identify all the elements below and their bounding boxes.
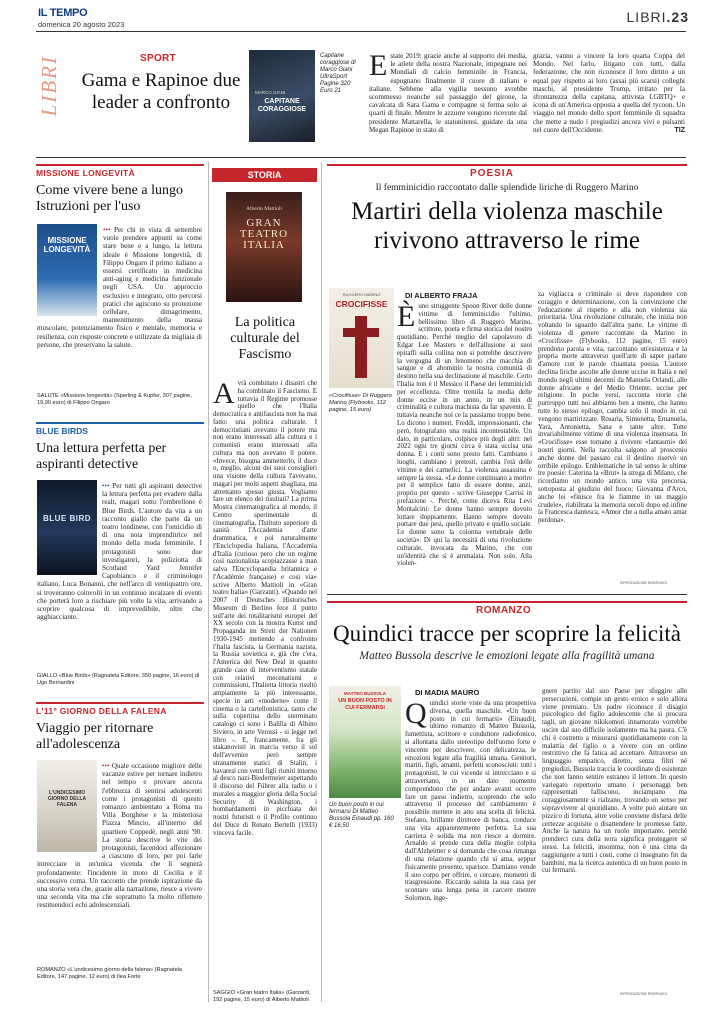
left-column-divider <box>208 162 209 1002</box>
sport-book-title: CAPITANE CORAGGIOSE <box>257 98 307 113</box>
poesia-book-caption: «Crocifisse» Di Ruggero Marino (Flybooks, 112 pagine, 15 euro) <box>329 393 392 413</box>
falena-tag: L'11° GIORNO DELLA FALENA <box>36 706 167 716</box>
poesia-credit: RIPRODUZIONE RISERVATA <box>620 581 667 585</box>
section-name: LIBRI <box>626 9 667 25</box>
poesia-dropcap: È <box>397 300 416 333</box>
sport-bottom-rule <box>36 157 686 158</box>
poesia-tag: POESIA <box>470 168 514 179</box>
longevita-book-title: MISSIONE LONGEVITÀ <box>43 236 91 254</box>
poesia-kicker: Il femminicidio raccontato dalle splendide liriche di Ruggero Marino <box>375 183 639 193</box>
bluebirds-rule <box>36 422 204 424</box>
bluebirds-bullets: ••• <box>102 482 113 490</box>
falena-body <box>37 762 202 910</box>
masthead-paper: IL TEMPO <box>38 7 88 19</box>
falena-book-title: L'UNDICESIMO GIORNO DELLA FALENA <box>47 790 87 808</box>
romanzo-body-col1 <box>405 697 536 903</box>
masthead-date: domenica 20 agosto 2023 <box>38 20 125 29</box>
longevita-text: Per chi in vista di settembre vuole prendere appunti su come stare bene e a lungo, la lettura ideale è Missione longevità, di Filippo Ongaro il primo italiano a essersi certificato in medicina anti-aging e medicina funzionale negli USA. Un approccio esclusivo e integrato, otto percorsi pratici che agiscono su protezione cellulare, dimagrimento, mantenimento della massa muscolare, potenziamento fisico e mentale, memoria e resilienza, con risposte concrete e utilizzate da migliaia di persone, che preservano la salute. <box>37 226 203 349</box>
romanzo-text-1: uindici storie viste da una prospettiva diversa, quella maschile. «Un buon posto in cui fermarsi» (Einaudi), ultimo romanzo di Matteo Bussola, fumettista, scrittore e conduttore radiofonico, si allontana dallo stereotipo dell'uomo forte e vincente per descrivere, con delicatezza, le emozioni legate alla fragilità umana. Genitori, mariti, figli, amanti, perfetti sconosciuti: tutti i protagonisti, le cui vicende si intrecciano e si attraversano, in un dato momento comprendono che per andare avanti occorre fare un passo indietro, scoprendo che solo attraverso il processo del cambiamento è possibile mettere in atto una scelta di felicità. Stefano, brillante direttore di banca, conduce una vita apparentemente perfetta. La sua carriera è solida ma non riesce a dormire. Arnaldo si prende cura della moglie colpita dall'Alzheimer e si domanda che cosa rimanga di una relazione quando chi si ama, seppur fisicamente presente, sparisce. Damiano vende il suo corpo per offrire, o cercare, momenti di trasgressione. Riccardo saluta la sua casa per scontare una lunga pena in carcere mentre Solomon, inge- <box>405 700 536 902</box>
sport-book-cover <box>249 50 315 142</box>
longevita-tag: MISSIONE LONGEVITÀ <box>36 168 135 178</box>
poesia-headline: Martiri della violenza maschile rivivono attraverso le rime <box>351 198 663 254</box>
poesia-bottom-rule <box>327 594 687 595</box>
page-number: .23 <box>666 9 689 25</box>
storia-caption: SAGGIO «Gran teatro Italia» (Garzanti, 192 pagine, 15 euro) di Alberto Mattioli <box>213 990 311 1003</box>
longevita-caption: SALUTE «Missione longevità» (Sperling & Kupfer, 307 pagine, 19,90 euro) di Filippo Ongaro <box>37 393 192 406</box>
romanzo-tag: ROMANZO <box>476 605 532 616</box>
poesia-text-2: za vigliacca e criminale si deve rispondere con coraggio e determinazione, con la convinzione che l'educazione al rispetto e alla non violenza sia prioritaria. Una rivoluzione culturale, che inizia non voltando lo sguardo dall'altra parte. Le vittime di violenza di genere raccontate da Marino in «Crocifisse» (Flybooks, 112 pagine, 15 euro) prendono parola e vita, raccontano un'esistenza e la propria morte attraverso quell'arte di saper parlare d'amore con le parole chiamata poesia. L'autore declina liriche ascolte alle donne uccise in Italia e nel mondo negli ultimi decenni da Manuela Orlandi, alle donne africane e del Medio Oriente, uccise per religione. In poche versi, racconta storie che purtroppo tutti noi abbiamo ben a mente, che hanno tutte lo stesso epilogo, cambia solo il modo in cui vengono martirizzate. Rosaria, Simonetta, Emanuela, Yara, Antonietta, Sana e tante altre. Tutte invariabilmente vittime di una violenza insensata. In «Crocifisse» esse tornano a rivivere «fantasmi» dei nostri giorni. Nella raccolta salgono al proscenio anche donne del passato cui il destino riservò un orribile epilogo. Emblematiche in tal senso le ultime tre poesie: Caterina la «Brut» la strega di Milano, che ricordiamo un mondo antico, una vita precorsa, sottoposta al giudizio del fuoco; Giovanna d'Arco, anche lei «finisce fra le fiamme in un maggio crudele», riabilitata la memoria secoli dopo ed infine la Francesca dantesca, «Amor che a nulla amato amar perdona». <box>538 291 687 525</box>
bluebirds-caption: GIALLO «Blue Birds» (Ragnatela Editore, 350 pagine, 16 euro) di Ugo Bernardini <box>37 673 200 686</box>
sport-body-col1 <box>369 49 527 134</box>
romanzo-book-author: MATTEO BUSSOLA <box>344 691 386 696</box>
longevita-rule <box>36 164 204 166</box>
sport-book-caption: Capitane coraggiose di Marco Giani UltraSport Pagine 320 Euro 21 <box>320 53 356 94</box>
longevita-bullets: ••• <box>103 226 115 234</box>
storia-tag-box <box>212 168 317 182</box>
bluebirds-book-title: BLUE BIRD <box>42 514 92 523</box>
poesia-byline: DI ALBERTO FRAJA <box>405 291 478 300</box>
longevita-body <box>37 226 202 349</box>
falena-caption: ROMANZO «L'undicesimo giorno della falena» (Ragnatela Editore, 147 pagine, 12 euro) di Ilea Forte <box>37 967 183 980</box>
falena-rule <box>36 702 204 704</box>
romanzo-book-title: UN BUON POSTO IN CUI FERMARSI <box>338 698 392 711</box>
side-label: LIBRI <box>37 55 61 117</box>
sport-body-col2 <box>533 52 685 134</box>
falena-text: Quale occasione migliore delle vacanze estive per tornare indietro nel tempo e provare ancora l'ebbrezza di sentirsi adolescenti come i protagonisti di questo romanzo ambientato a Roma tra Villa Borghese e la misteriosa Piazza Mincio, all'interno del quartiere Coppedè, negli anni '90. La storia descrive le vite dei protagonisti, facendoci affezionare a ciascuno di loro, per poi farle intrecciare in un'unica vicenda che li segnerà profondamente: l'incidente in moto di Cecilia e il successivo coma. Un racconto che prende ispirazione da una storia vera che, grazie alla narrazione, riesce a vivere una seconda vita ma che soprattutto fa molto riflettere restituendoci echi adolescenziali. <box>37 762 202 910</box>
sport-signature: TIZ <box>674 125 685 134</box>
romanzo-byline: DI MADIA MAURO <box>415 688 480 697</box>
storia-body <box>213 377 317 837</box>
romanzo-rule <box>327 601 687 603</box>
falena-headline: Viaggio per ritornare all'adolescenza <box>36 721 154 752</box>
sport-tag: SPORT <box>140 53 176 64</box>
bluebirds-tag: BLUE BIRDS <box>36 426 88 436</box>
masthead-rule <box>36 31 686 32</box>
storia-book-author: Alberto Mattioli <box>246 206 282 212</box>
poesia-book-cover <box>329 288 394 388</box>
falena-bullets: ••• <box>102 762 112 770</box>
poesia-text-1: uno struggente Spoon River delle donne vittime di femminicidio l'ultimo, bellissimo libro di Ruggero Marino, scrittore, poeta e firma storica del nostro quotidiano. Perché meglio del capolavoro di Edgar Lee Masters e dell'allusione ai suoi epitaffi sulla collina non si potrebbe descrivere la vergogna di un fenomeno che macchia di sangue e di abominio la nostra comunità di destino nella sua declinazione al maschile. Certo l'Italia non è il Messico il Paese dei femminicidi per eccellenza. Oltre trentila la media delle donne uccise in un anno, in un mix di criminalità e cultura machista da far spavento. E tuttavia neanche noi ce la passiamo troppo bene. Lo dicono i numeri. Freddi, impressionanti, che però, fotografano una realtà incontestabile. Un dato, in particolare, colpisce più degli altri: nel 2022 ogni tre giorni circa è stata uccisa una donna. E i conti sono presto fatti. Cambiano i luoghi, cambiano i pretesti, cambia l'età delle vittime e dei carnefici. La violenza assassina è sempre la stessa. «Le donne continuano a morire per il semplice fatto di essere donne, anzi, proprio per questo - scrive Giuseppe Carrisi in prefazione -. Perché, come diceva Rita Levi Montalcini: Le donne hanno sempre dovuto lottare doppiamente. Hanno sempre dovuto portare due pesi, quello privato e quello sociale. Le donne sono la colonna vertebrale delle società». Di qui la necessità di una rivoluzione culturale, invocata da Marino, che con un'identità che si è ammalata. Non solo. Alla violen- <box>397 303 532 568</box>
poesia-body-col1 <box>397 300 532 568</box>
storia-headline: La politica culturale del Fascismo <box>230 315 300 362</box>
storia-book-cover <box>226 192 302 302</box>
poesia-rule <box>327 164 687 166</box>
storia-book-title: GRAN TEATRO ITALIA <box>239 217 289 251</box>
cross-figure-arm <box>343 328 379 337</box>
sport-book-author: MARCO GIANI <box>255 90 286 95</box>
sport-dropcap: E <box>369 49 388 82</box>
poesia-body-col2 <box>538 291 687 525</box>
sport-headline: Gama e Rapinoe due leader a confronto <box>81 70 241 113</box>
storia-tag: STORIA <box>247 170 282 180</box>
romanzo-body-col2 <box>542 688 687 875</box>
sport-text-1: state 2019: grazie anche al supporto dei media, le atlete della nostra Nazionale, impegnate nei Mondiali di calcio femminile in Francia, espugnano finalmente il cuore di italiani e italiane. Sebbene alla vigilia nessuno avrebbe scommesso neanche sul passaggio del girone, la cavalcata di Sara Gama e compagne si ferma solo ai quarti di finale. Mentre le azzurre vengono ricevute dal presidente Mattarella, le statunitensi, guidate da una Megan Rapinoe in stato di <box>369 52 527 134</box>
romanzo-headline: Quindici tracce per scoprire la felicità <box>332 621 681 646</box>
storia-text: vrà combinato i disastri che ha combinato il Fascismo. E tuttavia il Regime promosse quello che l'Italia democratica e antifascista non ha mai fatto: una politica culturale. I democristiani avevano il potere ma non erano interessati alla cultura e i comunisti erano interessati alla cultura ma non avevano il potere. «Invece, bisogna ammetterlo, il duce o, meglio, alcuni dei suoi consiglieri una visione della cultura l'avevano, magari per molti aspetti sbagliata, ma attrettanto spesso giusta. Vogliamo fare un elenco dei risultati? La prima Mostra cinematografica al mondo, il Centro sperimentale di cinematografia, l'Istituto superiore di sanità l'Accademia d'arte drammatica, e poi naturalmente l'Enciclopedia Italiana, l'Accademia d'Italia (curioso pero che un regime così nazionalista scopiazzasse a man salva l'Encyclopaedia britannica e l'Académie française) e così via» scrive Alberto Mattioli in «Gran teatro Italia» (Garzanti). «Quando nel 2007 il Deutsches Historisches Museum di Berlino fece il punto sull'arte dei totalitarismi europei del XX secolo con la mostra Kunst und Propaganda im Streit der Nationen 1930-1945 mettendo a confronto l'Italia fascista, la Germania nazista, la Russia sovietica e, già che c'era, l'America del New Deal in quanto grande caso di interventismo statale con relativi mecenatismi e commissioni, l'Italietta littoria risultò ampiamente la più interessante, specie in arti «moderne» come il cinema o la cartellonistica, tanto che sulla copertina dello sterminato catalogo ci sono i Balilla di Albino Siviero, in arte Verossi - si legge nel libro -. E, francamente, fra gli stakanovisti in marcia verso il sol dell'avvenire però sempre stranamente statici di Stalin, i bavaresi con venti figli riuniti intorno al desco nazi-Biedermeier aspettando il discorso del Führer alla radio o i murales a maggior gloria della Social Security di Washington, i bombardamenti in picchiata dei nostri futuristi o il Profilo continuo del Duce di Renato Bertelli (1933) vinceva facile. <box>213 380 317 837</box>
romanzo-book-caption: Un buon posto in cui fermarsi Di Matteo Bussola Einaudi pp. 160 € 16,50 <box>329 802 394 829</box>
bluebirds-body <box>37 482 202 621</box>
romanzo-book-cover <box>329 686 401 798</box>
bluebirds-headline: Una lettura perfetta per aspiranti detective <box>36 441 167 472</box>
romanzo-text-2: gnere partito dal suo Paese per sfuggire alle persecuzioni, compie un gesto eroico e solo allora viene premiato. Un padre riconosce il disagio psicologico del figlio adolescente che si procura tagli, un giovane nikikomori innamorato vorrebbe uscire dal suo difficile isolamento ma ha paura. C'è chi è costretto a misurarsi quotidianamente con la malattia del figlio o a vivere con un ordine restrittivo che fa fatica ad accettare. Attraverso un linguaggio empatico, diretto, senza filtri né pregiudizi, Bussola traccia le coordinate di esistenze che non fanno sentire estraneo il lettore. In questo variegato repertorio umano i personaggi ben rappresentati falliscono, inciampano ma coraggiosamente si rialzano, trovando un senso per sopravvivere al quotidiano. A volte può aiutare un pizzico di fortuna, altre volte conviene disfarsi delle certezze acquisite o disattendere le promesse fatte. Anche la natura ha un ruolo importante, perché prenderci cura della terra significa proteggere sé stessi. La felicità, insomma, non è una cima da raggiungere a tutti i costi, come ci insegnano fin da bambini, ma la ricerca autentica di un buon posto in cui fermarsi. <box>542 688 687 875</box>
storia-column-divider <box>321 162 322 1002</box>
sport-text-2: grazia, vanno a vincere la loro quarta Coppa del Mondo. Nel farlo, litigano con tutti, dalla federazione, che non riconosce il loro diritto a un equal pay rispetto ai loro (assai più scarsi) colleghi maschi, al presidente Trump, irritato per la sfrontatezza della capitana, attivista LGBTQ+ e icona di un'America opposta a quella del tycoon. Un viaggio nel mondo dello sport femminile di squadra che mette a nudo i pregiudizi ancora vivi e pulsanti nel cuore dell'Occidente. <box>533 52 685 134</box>
masthead-section <box>627 9 689 25</box>
cross-figure <box>355 316 367 378</box>
storia-dropcap: A <box>213 377 235 410</box>
romanzo-subhead: Matteo Bussola descrive le emozioni legate alla fragilità umana <box>359 650 655 662</box>
romanzo-credit: RIPRODUZIONE RISERVATA <box>620 992 667 996</box>
poesia-book-title: CROCIFISSE <box>335 299 388 309</box>
poesia-book-author: RUGGERO MARINO <box>342 292 381 297</box>
romanzo-dropcap: Q <box>405 697 427 730</box>
bluebirds-text: Per tutti gli aspiranti detective la lettura perfetta per evadere dalla realt, magari sotto l'ombrellone è Blue Birds. L'autore da vita a un racconto giallo che parte da un teatro londinese, con l'omicidio di di una nota imprenditrice nel mondo della moda femminile. I protagonisti sono due investigatori, la poliziotta di Scotland Yard Jennifer Capobianco e il criminologo italiano, Luca Bonanni, che nell'arco di ventiquattro ore, si troveranno coinvolti in un continuo incalzare di eventi che porterà loro a rischiare più volte la vita, arrivando a scoprire qualcosa di imprevedibile, oltre che agghiacciante. <box>37 482 202 622</box>
longevita-headline: Come vivere bene a lungo Istruzioni per l'uso <box>36 183 183 214</box>
